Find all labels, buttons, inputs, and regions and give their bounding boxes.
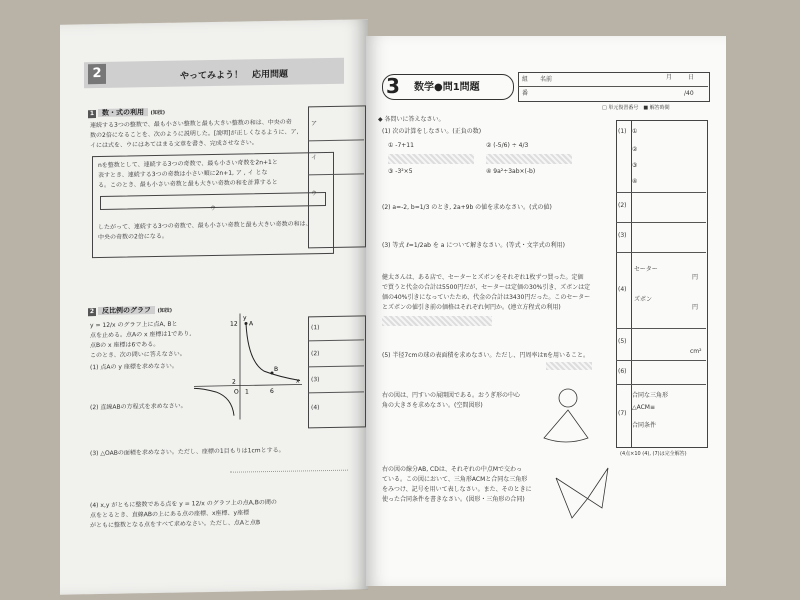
section-2-tag: (知技) [157, 307, 173, 314]
cone-net-figure [526, 382, 596, 452]
answer-line [230, 470, 348, 473]
number-label: 番 [522, 90, 529, 97]
row-label: (1) [618, 128, 627, 135]
answer-table-index-column [616, 120, 632, 448]
answer-label-i: イ [311, 154, 318, 162]
unit-badge: 2 [88, 64, 106, 84]
row-label: (5) [618, 338, 627, 345]
origin-label: O [234, 388, 239, 396]
answer-divider [616, 328, 706, 329]
tick-1: 1 [245, 388, 249, 396]
explanation-text: nを整数として、連続する3つの奇数で、最も小さい奇数を2n+1と [98, 158, 278, 170]
score-total: /40 [684, 90, 694, 97]
yen-unit: 円 [692, 274, 699, 281]
row-label: (7) [618, 410, 627, 417]
section-2-number: 2 [89, 308, 95, 316]
question-1-4: ④ 9a²÷3ab×(-b) [486, 168, 536, 175]
section-2-label: 反比例のグラフ [98, 306, 155, 315]
answer-label: (2) [311, 350, 320, 358]
tick-2: 2 [232, 378, 236, 386]
answer-label: (3) [311, 376, 320, 384]
problem-text: このとき、次の問いに答えなさい。 [90, 350, 186, 360]
sweater-label: セーター [634, 266, 658, 273]
row-label: (3) [618, 232, 627, 239]
row-label: ② [632, 146, 638, 153]
question-4: 価の40%引きになっていたため、代金の合計は3430円だった。このセーター [382, 294, 591, 301]
row-label: (4) [618, 286, 627, 293]
explanation-text: 中央の奇数の2倍になる。 [98, 232, 168, 242]
question-5-work-area [546, 362, 592, 370]
question-6: 右の図は、円すいの展開図である。おうぎ形の中心 [382, 392, 521, 399]
problem-text: イには式を、ウにはあてはまる文章を書き、完成させなさい。 [90, 139, 258, 150]
question-1: (1) 点Aの y 座標を求めなさい。 [90, 362, 178, 372]
curve-negative [194, 388, 234, 417]
answer-divider [616, 384, 706, 385]
tick-12: 12 [230, 320, 238, 328]
segments-ab-cd [556, 468, 608, 518]
row-label: ③ [632, 162, 638, 169]
question-3: (3) 等式 ℓ=1/2ab を a について解きなさい。(等式・文字式の利用) [382, 242, 565, 249]
y-label: y [243, 314, 247, 322]
question-4: がともに整数となる点をすべて求めなさい。ただし、点Aと点B [90, 519, 261, 530]
problem-text: 点Bの x 座標は6である。 [90, 340, 160, 350]
cone-base-circle [559, 389, 577, 407]
section-1-tag: (知技) [150, 109, 166, 117]
question-5: (5) 半径7cmの球の表面積を求めなさい。ただし、円周率はπを用いること。 [382, 352, 589, 359]
condition-label: 合同条件 [632, 422, 657, 429]
congruent-triangle-label: 合同な三角形 [632, 392, 669, 399]
unit-number: 3 [386, 74, 400, 98]
problem-text: 連続する3つの整数で、最も小さい整数と最も大きい整数の和は、中央の奇 [90, 118, 292, 130]
question-4: 点をとるとき、直線ABの上にある点の座標、x座標、y座標 [90, 509, 250, 520]
question-4: (4) x,y がともに整数である点を y = 12/x のグラフ上の点A,Bの間の [90, 498, 277, 510]
problem-text: 数の2倍になることを、次のように説明した。[説明]が正しくなるように、ア, [90, 128, 299, 140]
triangle-figure [552, 464, 612, 524]
section-1-label: 数・式の利用 [98, 108, 148, 117]
legend-note: □ 単元復習番号 ■ 解答時間 [602, 105, 670, 111]
question-2: (2) 直線ABの方程式を求めなさい。 [90, 402, 187, 412]
answer-label: (4) [311, 404, 320, 412]
question-1-1: ① -7+11 [388, 142, 414, 149]
answer-divider [616, 222, 706, 223]
right-page [366, 36, 726, 586]
answer-label-u: ウ [311, 190, 318, 198]
class-label: 組 [522, 76, 529, 83]
hyperbola-graph [194, 310, 304, 422]
question-1-2-work-area [486, 154, 572, 164]
question-7: ている。この図において、三角形ACMと合同な三角形 [382, 476, 528, 483]
pants-label: ズボン [634, 296, 653, 303]
question-4: 健太さんは、ある店で、セーターとズボンをそれぞれ1枚ずつ買った。定価 [382, 274, 584, 281]
scoring-note: (4点×10 (4), (7)は完全解答) [620, 451, 687, 457]
page-title: やってみよう！ 応用問題 [180, 69, 289, 82]
month-label: 月 [666, 74, 673, 81]
question-1: (1) 次の計算をしなさい。(正負の数) [382, 128, 482, 135]
question-7: をみつけ、記号を用いて表しなさい。また、そのときに [382, 486, 532, 493]
left-page [60, 19, 368, 594]
section-1-number: 1 [89, 110, 95, 118]
question-2: (2) a=-2, b=1/3 のとき, 2a+9b の値を求めなさい。(式の値) [382, 204, 552, 211]
question-7: 使った合同条件を書きなさい。(図形・三角形の合同) [382, 496, 525, 503]
page-title: 数学●問1問題 [414, 82, 480, 93]
label-a: A [249, 320, 254, 328]
point-a [245, 322, 248, 325]
problem-text: y = 12/x のグラフ上に点A, Bと [90, 320, 178, 330]
x-axis [194, 384, 302, 386]
cone-sector [544, 410, 588, 442]
question-1-2: ② (-5/6) ÷ 4/3 [486, 142, 529, 149]
yen-unit: 円 [692, 304, 699, 311]
name-divider [518, 86, 708, 87]
x-label: x [296, 377, 300, 385]
slot-u-label: ウ [209, 204, 216, 213]
day-label: 日 [688, 74, 695, 81]
row-label: (2) [618, 202, 627, 209]
question-1-3: ③ -3²×5 [388, 168, 413, 175]
answer-label: (1) [311, 324, 320, 332]
answer-divider [616, 192, 706, 193]
question-7: 右の図の線分AB, CDは、それぞれの中点Mで交わっ [382, 466, 522, 473]
row-label: ① [632, 128, 638, 135]
question-4: とズボンの値引き前の価格はそれぞれ何円か。(連立方程式の利用) [382, 304, 561, 311]
answer-divider [616, 360, 706, 361]
tick-6: 6 [270, 387, 274, 396]
answer-divider [616, 252, 706, 253]
row-label: ④ [632, 178, 638, 185]
label-b: B [274, 365, 279, 373]
question-4-work-area [382, 316, 492, 326]
name-label: 名前 [540, 76, 553, 83]
explanation-text: したがって、連続する3つの奇数で、最も小さい奇数と最も大きい奇数の和は、 [98, 220, 312, 232]
explanation-text: 表すとき、連続する3つの奇数は小さい順に2n+1, ア , イ とな [98, 169, 268, 180]
triangle-acm-label: △ACM≡ [632, 404, 656, 411]
problem-text: 点を止める。点Aの x 座標は1であり, [90, 330, 192, 340]
section-1-heading [88, 107, 165, 118]
question-1-1-work-area [388, 154, 474, 164]
instructions: ◆ 各問いに答えなさい。 [378, 116, 445, 123]
question-3: (3) △OABの面積を求めなさい。ただし、座標の1目もりは1cmとする。 [90, 446, 285, 458]
question-6: 角の大きさを求めなさい。(空間図形) [382, 402, 483, 409]
answer-label-a: ア [311, 120, 318, 128]
explanation-text: る。このとき、最も小さい奇数と最も大きい奇数の和を計算すると [98, 178, 278, 190]
row-label: (6) [618, 368, 627, 375]
area-unit: cm² [690, 348, 702, 355]
question-4: で買うと代金の合計は5500円だが、セーターは定価の30%引き、ズボンは定 [382, 284, 591, 291]
section-2-heading [88, 305, 172, 316]
